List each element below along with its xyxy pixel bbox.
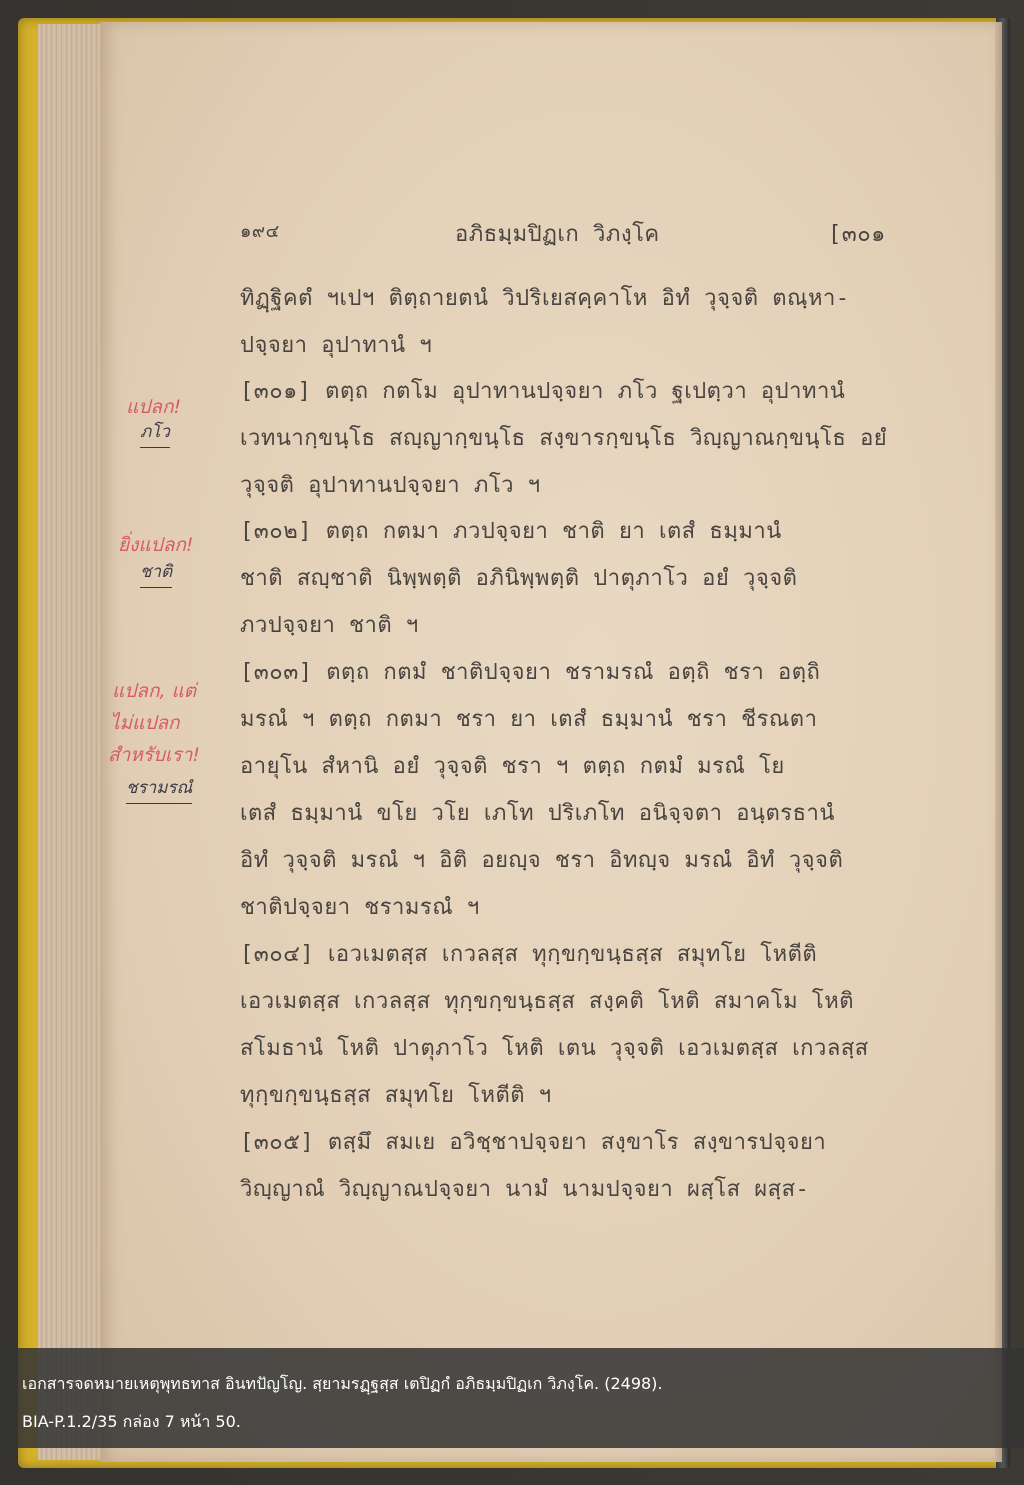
text-line: ทิฏฺฐิคตํ ฯเปฯ ติตฺถายตนํ วิปริเยสคฺคาโห อิทํ วุจฺจติ ตณฺหา- xyxy=(240,286,850,311)
text-line: เอวเมตสฺส เกวลสฺส ทุกฺขกฺขนฺธสฺส สงฺคติ โหติ สมาคโม โหติ xyxy=(240,989,854,1014)
text-line: มรณํ ฯ ตตฺถ กตมา ชรา ยา เตสํ ธมฺมานํ ชรา ชีรณตา xyxy=(240,707,818,732)
margin-note-red: แปลก, แต่ xyxy=(112,680,197,702)
text-line: อายุโน สํหานิ อยํ วุจฺจติ ชรา ฯ ตตฺถ กตมํ มรณํ โย xyxy=(240,754,785,779)
page-number: ๑๙๔ xyxy=(240,221,280,242)
text-line: [๓๐๔] เอวเมตสฺส เกวลสฺส ทุกฺขกฺขนฺธสฺส สมุทโย โหตีติ xyxy=(240,942,818,967)
margin-note-word: ภโว xyxy=(140,418,170,448)
text-line: [๓๐๑] ตตฺถ กตโม อุปาทานปจฺจยา ภโว ฐเปตฺวา อุปาทานํ xyxy=(240,379,846,404)
caption-citation: เอกสารจดหมายเหตุพุทธทาส อินทปัญโญ. สฺยามรฏฺฐสฺส เตปิฏกํ อภิธมฺมปิฏเก วิภงฺโค. (2498). xyxy=(22,1374,663,1393)
margin-note-word: ชรามรณํ xyxy=(126,774,192,804)
margin-note-word: ชาติ xyxy=(140,558,172,588)
section-number: [๓๐๑ xyxy=(828,222,886,247)
page-edges xyxy=(38,24,108,1460)
margin-note-red: ยิ่งแปลก! xyxy=(118,534,194,556)
text-line: ปจฺจยา อุปาทานํ ฯ xyxy=(240,333,433,358)
text-line: [๓๐๓] ตตฺถ กตมํ ชาติปจฺจยา ชรามรณํ อตฺถิ ชรา อตฺถิ xyxy=(240,660,821,685)
text-line: ชาติปจฺจยา ชรามรณํ ฯ xyxy=(240,895,480,920)
text-line: [๓๐๒] ตตฺถ กตมา ภวปจฺจยา ชาติ ยา เตสํ ธมฺมานํ xyxy=(240,519,782,544)
text-line: วิญฺญาณํ วิญฺญาณปจฺจยา นามํ นามปจฺจยา ผสฺโส ผสฺส- xyxy=(240,1177,810,1202)
text-line: ภวปจฺจยา ชาติ ฯ xyxy=(240,613,419,638)
running-title: อภิธมฺมปิฏเก วิภงฺโค xyxy=(455,222,660,247)
caption-reference: BIA-P.1.2/35 กล่อง 7 หน้า 50. xyxy=(22,1412,241,1431)
text-line: ทุกฺขกฺขนฺธสฺส สมุทโย โหตีติ ฯ xyxy=(240,1083,552,1108)
margin-note-red: แปลก! xyxy=(126,396,182,418)
text-line: อิทํ วุจฺจติ มรณํ ฯ อิติ อยญฺจ ชรา อิทญฺจ มรณํ อิทํ วุจฺจติ xyxy=(240,848,844,873)
text-line: วุจฺจติ อุปาทานปจฺจยา ภโว ฯ xyxy=(240,473,541,498)
text-line: [๓๐๕] ตสฺมึ สมเย อวิชฺชาปจฺจยา สงฺขาโร สงฺขารปจฺจยา xyxy=(240,1130,827,1155)
text-line: สโมธานํ โหติ ปาตุภาโว โหติ เตน วุจฺจติ เอวเมตสฺส เกวลสฺส xyxy=(240,1036,869,1061)
caption-bar xyxy=(0,1348,1024,1448)
margin-note-red: ไม่แปลก xyxy=(110,712,180,734)
text-line: ชาติ สญฺชาติ นิพฺพตฺติ อภินิพฺพตฺติ ปาตุภาโว อยํ วุจฺจติ xyxy=(240,566,798,591)
text-line: เตสํ ธมฺมานํ ขโย วโย เภโท ปริเภโท อนิจฺจตา อนฺตรธานํ xyxy=(240,801,835,826)
margin-note-red: สำหรับเรา! xyxy=(108,744,201,766)
text-line: เวทนากฺขนฺโธ สญฺญากฺขนฺโธ สงฺขารกฺขนฺโธ วิญฺญาณกฺขนฺโธ อยํ xyxy=(240,426,888,451)
